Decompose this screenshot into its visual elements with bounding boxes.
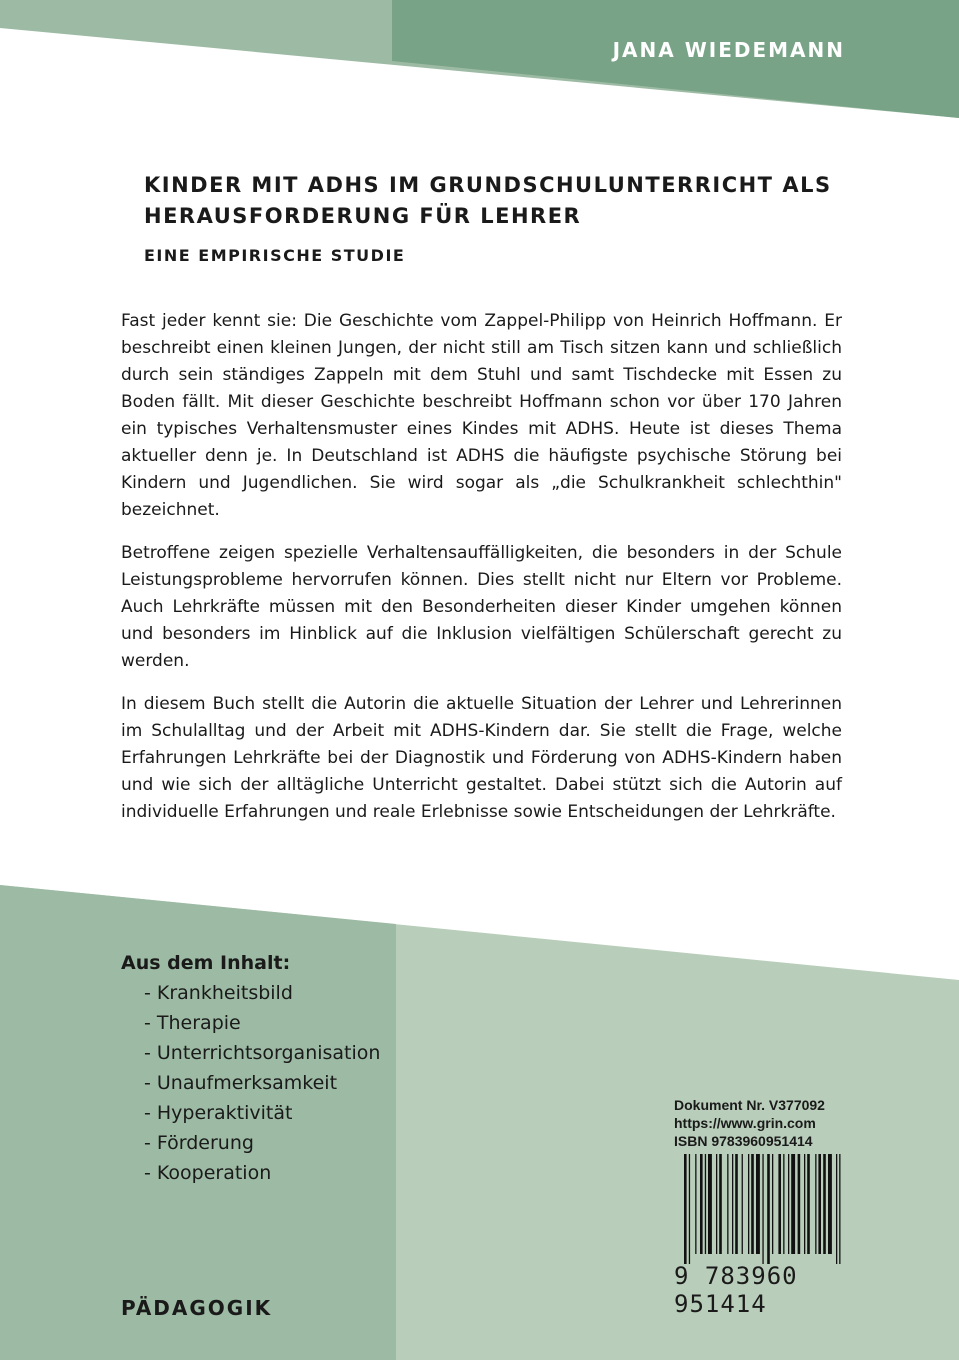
barcode-bar <box>742 1154 743 1254</box>
barcode-bar <box>778 1154 781 1254</box>
barcode-bar <box>756 1154 760 1254</box>
contents-item: - Förderung <box>144 1132 254 1154</box>
barcode-bar <box>708 1154 712 1254</box>
document-number: Dokument Nr. V377092 <box>674 1097 825 1113</box>
blurb-paragraph-1: Fast jeder kennt sie: Die Geschichte vom Zappel-Philipp von Heinrich Hoffmann. Er beschreibt einen kleinen Jungen, der nicht still am Tisch sitzen kann und schließlich durch sein ständiges Zappeln mit dem Stuhl und samt Tischdecke mit Essen zu Boden fällt. Mit dieser Geschichte beschreibt Hoffmann schon vor über 170 Jahren ein typisches Verhaltensmuster eines Kindes mit ADHS. Heute ist dieses Thema aktueller denn je. In Deutschland ist ADHS die häufigste psychische Störung bei Kindern und Jugendlichen. Sie wird sogar als „die Schulkrankheit schlechthin" bezeichnet. <box>121 311 842 520</box>
contents-heading: Aus dem Inhalt: <box>121 952 291 974</box>
blurb-paragraph-2: Betroffene zeigen spezielle Verhaltensauffälligkeiten, die besonders in der Schule Leistungsprobleme hervorrufen können. Dies stellt nicht nur Eltern vor Probleme. Auch Lehrkräfte müssen mit den Besonderheiten dieser Kinder umgehen können und besonders im Hinblick auf die Inklusion vielfältigen Schülerschaft gerecht zu werden. <box>121 543 842 671</box>
barcode-bar <box>807 1154 810 1254</box>
category-label: PÄDAGOGIK <box>121 1296 273 1320</box>
barcode-bar <box>751 1154 754 1254</box>
barcode-bar <box>762 1154 763 1264</box>
barcode-bar <box>828 1154 832 1254</box>
author-name: JANA WIEDEMANN <box>612 38 845 62</box>
barcode-bar <box>735 1154 738 1254</box>
header-band <box>0 0 959 130</box>
barcode-bar <box>695 1154 696 1254</box>
barcode-bar <box>719 1154 722 1254</box>
contents-item: - Hyperaktivität <box>144 1102 293 1124</box>
title-line-2: HERAUSFORDERUNG FÜR LEHRER <box>144 204 582 228</box>
barcode-bar <box>836 1154 837 1264</box>
barcode-bar <box>748 1154 749 1254</box>
barcode-image <box>674 1154 890 1264</box>
barcode-bar <box>689 1154 690 1264</box>
barcode-bar <box>783 1154 784 1254</box>
barcode-bar <box>818 1154 821 1254</box>
barcode-block <box>674 1096 894 1318</box>
barcode-bar <box>716 1154 717 1254</box>
barcode-bar <box>732 1154 733 1254</box>
barcode-bar <box>804 1154 805 1254</box>
barcode-bar <box>823 1154 826 1254</box>
isbn: ISBN 9783960951414 <box>674 1133 813 1149</box>
barcode-digits: 9 783960 951414 <box>674 1262 798 1318</box>
blurb-paragraph-3: In diesem Buch stellt die Autorin die aktuelle Situation der Lehrer und Lehrerinnen im Schulalltag und der Arbeit mit ADHS-Kindern dar. Sie stellt die Frage, welche Erfahrungen Lehrkräfte bei der Diagnostik und Förderung von ADHS-Kindern haben und wie sich der alltägliche Unterricht gestaltet. Dabei stützt sich die Autorin auf individuelle Erfahrungen und reale Erlebnisse sowie Entscheidungen der Lehrkräfte. <box>121 694 842 822</box>
contents-list <box>121 978 380 1188</box>
blurb <box>121 308 842 842</box>
barcode-bar <box>839 1154 840 1264</box>
barcode-bar <box>791 1154 795 1254</box>
barcode-bar <box>772 1154 773 1254</box>
book-title <box>144 170 844 232</box>
contents-item: - Kooperation <box>144 1162 272 1184</box>
contents-item: - Krankheitsbild <box>144 982 293 1004</box>
barcode-bar <box>788 1154 789 1254</box>
barcode-bar <box>700 1154 703 1254</box>
contents-item: - Unaufmerksamkeit <box>144 1072 338 1094</box>
barcode-bar <box>727 1154 728 1254</box>
contents-item: - Unterrichtsorganisation <box>144 1042 381 1064</box>
contents-item: - Therapie <box>144 1012 241 1034</box>
barcode-bar <box>767 1154 770 1264</box>
barcode-bar <box>705 1154 706 1254</box>
publisher-url: https://www.grin.com <box>674 1115 816 1131</box>
barcode-bar <box>815 1154 816 1254</box>
barcode-bar <box>798 1154 801 1254</box>
table-of-contents <box>121 948 380 1188</box>
barcode-bar <box>684 1154 687 1264</box>
title-line-1: KINDER MIT ADHS IM GRUNDSCHULUNTERRICHT ALS <box>144 173 832 197</box>
book-subtitle: EINE EMPIRISCHE STUDIE <box>144 246 406 265</box>
